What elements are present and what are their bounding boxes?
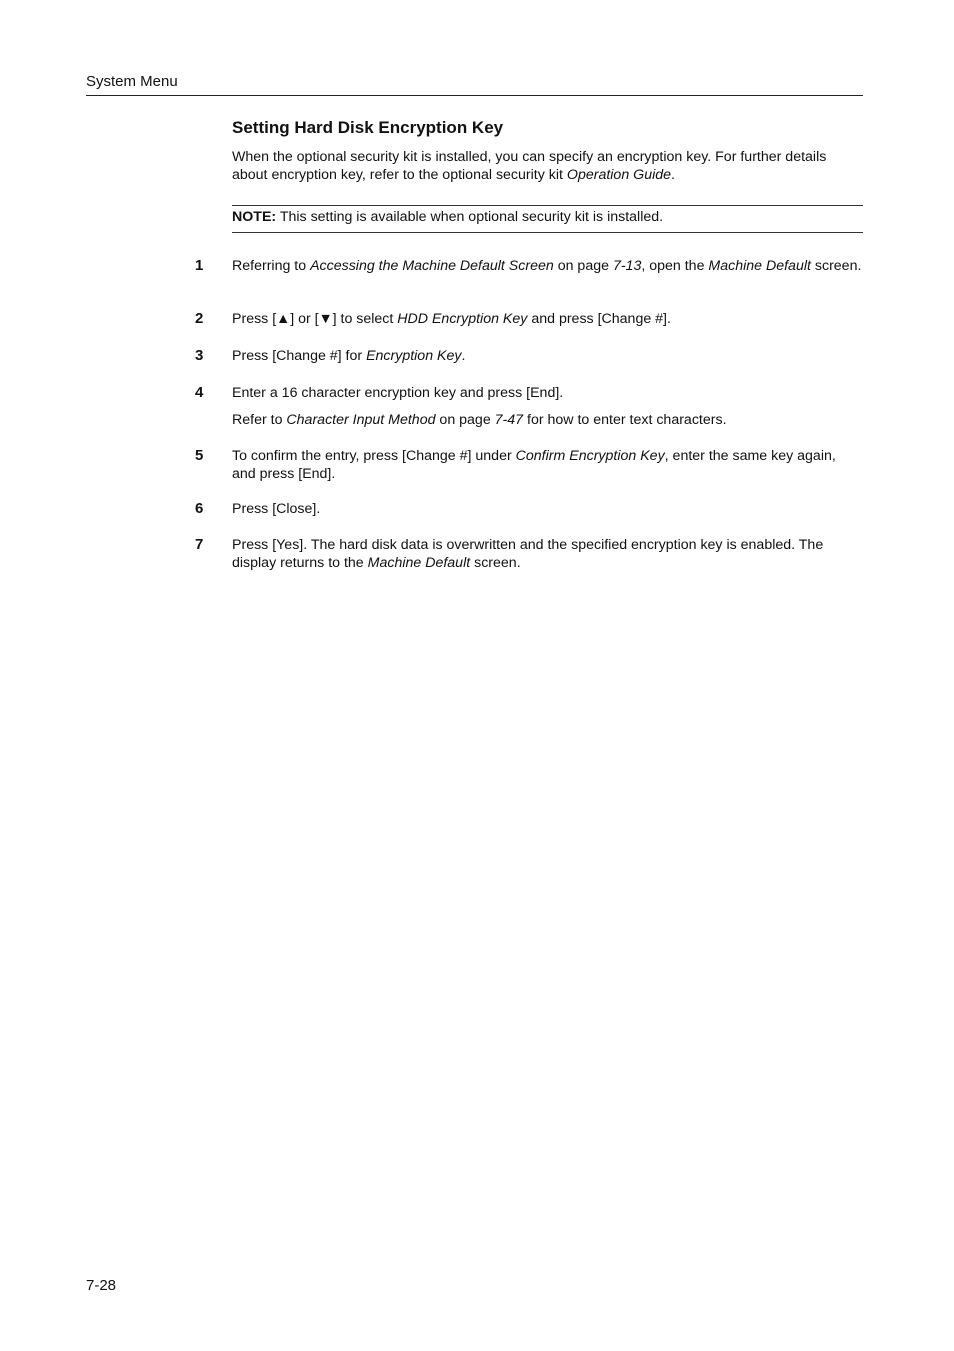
step-text-part: , open the [641, 258, 709, 274]
step-number: 3 [195, 347, 204, 364]
step-number: 2 [195, 310, 204, 327]
cross-reference: Accessing the Machine Default Screen [310, 258, 554, 274]
step-subtext [232, 411, 862, 429]
step-number: 5 [195, 447, 204, 464]
step-number: 4 [195, 384, 204, 401]
step-text-part: for how to enter text characters. [523, 412, 727, 428]
step-number: 7 [195, 536, 204, 553]
screen-name: Machine Default [708, 258, 811, 274]
page-reference: 7-47 [494, 412, 524, 428]
step-text: Press [Close]. [232, 501, 321, 517]
step-text [232, 536, 862, 572]
intro-end: . [671, 167, 675, 183]
step-text [232, 447, 862, 483]
step-text [232, 347, 862, 365]
step-text-part: screen. [470, 555, 521, 571]
setting-name: HDD Encryption Key [397, 311, 528, 327]
step-text-part: . [461, 348, 466, 364]
note-label: NOTE: [232, 209, 277, 225]
step-text-part: Press [Change #] for [232, 348, 367, 364]
running-header: System Menu [86, 73, 178, 90]
step-text-part: on page [553, 258, 613, 274]
step-text-part: Referring to [232, 258, 311, 274]
step-text-part: and press [Change #]. [527, 311, 671, 327]
step-number: 6 [195, 500, 204, 517]
header-divider [86, 95, 863, 96]
step-text: Enter a 16 character encryption key and press [End]. [232, 385, 564, 401]
intro-paragraph [232, 148, 862, 184]
step-text-part: Refer to [232, 412, 287, 428]
step-text [232, 310, 862, 328]
step-text-part: screen. [810, 258, 862, 274]
step-text-part: To confirm the entry, press [Change #] under [232, 448, 516, 464]
step-text-part: on page [435, 412, 495, 428]
note-text: This setting is available when optional security kit is installed. [276, 209, 664, 225]
setting-name: Confirm Encryption Key [515, 448, 665, 464]
page-number: 7-28 [86, 1277, 117, 1294]
setting-name: Encryption Key [366, 348, 462, 364]
step-text-part: Press [Yes]. The hard disk data is overwritten and the specified encryption key is enabled. The display returns to the [232, 537, 824, 571]
section-title: Setting Hard Disk Encryption Key [232, 118, 504, 137]
step-text-part: Press [▲] or [▼] to select [232, 311, 398, 327]
step-text-part: , enter the same key again, and press [End]. [232, 448, 836, 482]
step-text [232, 257, 862, 275]
screen-name: Machine Default [367, 555, 471, 571]
note-box [232, 205, 863, 233]
page-reference: 7-13 [612, 258, 642, 274]
guide-reference: Operation Guide [566, 167, 672, 183]
step-number: 1 [195, 257, 204, 274]
cross-reference: Character Input Method [286, 412, 436, 428]
intro-text: When the optional security kit is installed, you can specify an encryption key. For further details about encryption key, refer to the optional security kit [232, 149, 827, 183]
